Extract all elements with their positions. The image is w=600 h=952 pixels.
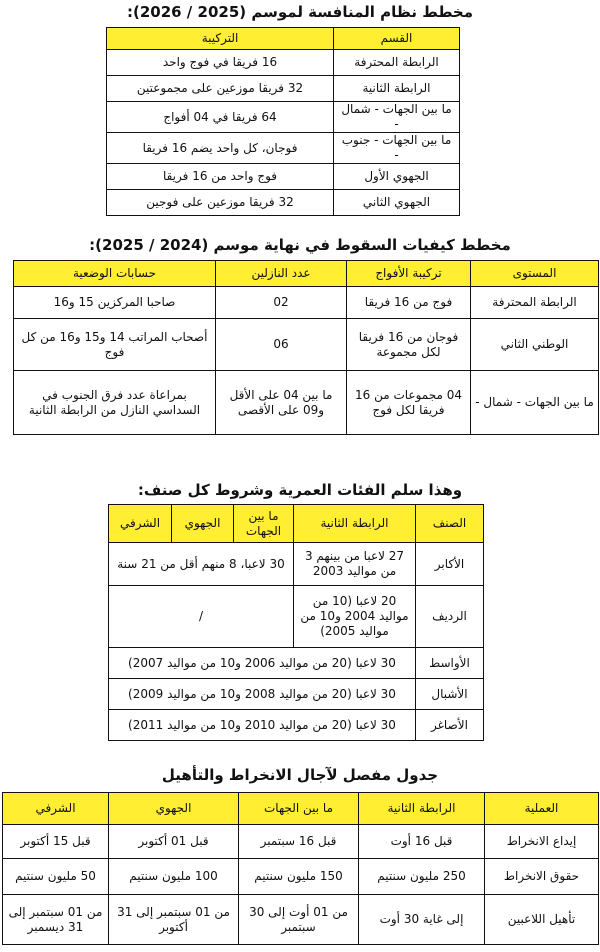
header-composition: التركيبة — [107, 28, 334, 50]
table-cell: تأهيل اللاعبين — [485, 895, 599, 945]
table-cell: صاحبا المركزين 15 و16 — [14, 287, 216, 319]
table-cell: الأشبال — [416, 679, 484, 710]
table-cell: 250 مليون سنتيم — [359, 859, 485, 895]
header-operation: العملية — [485, 793, 599, 825]
table-cell: أصحاب المراتب 14 و15 و16 من كل فوج — [14, 319, 216, 371]
table-cell: 04 مجموعات من 16 فريقا لكل فوج — [347, 371, 471, 435]
table-cell: قبل 16 سبتمبر — [239, 825, 359, 859]
header-level: المستوى — [471, 261, 599, 287]
table-cell: 06 — [216, 319, 347, 371]
table-cell: 16 فريقا في فوج واحد — [107, 50, 334, 76]
header-regional: الجهوي — [172, 505, 234, 543]
table-cell: 02 — [216, 287, 347, 319]
section4-title: جدول مفصل لآجال الانخراط والتأهيل — [161, 766, 439, 784]
header-groups: تركيبة الأفواج — [347, 261, 471, 287]
table-cell: قبل 15 أكتوبر — [3, 825, 109, 859]
table-cell: إيداع الانخراط — [485, 825, 599, 859]
table-cell: فوج من 16 فريقا — [347, 287, 471, 319]
header-honorary: الشرفي — [3, 793, 109, 825]
table-cell: الجهوي الثاني — [334, 190, 460, 216]
table-cell: من 01 أوت إلى 30 سبتمبر — [239, 895, 359, 945]
registration-deadlines-table — [2, 792, 599, 945]
header-inter-regions: ما بين الجهات — [234, 505, 294, 543]
header-category: الصنف — [416, 505, 484, 543]
table-cell: ما بين الجهات - شمال - — [471, 371, 599, 435]
table-cell: الرابطة الثانية — [334, 76, 460, 102]
table-cell: فوجان من 16 فريقا لكل مجموعة — [347, 319, 471, 371]
section2-title: مخطط كيفيات السقوط في نهاية موسم (2024 / 2025): — [89, 236, 511, 254]
table-cell: 32 فريقا موزعين على مجموعتين — [107, 76, 334, 102]
table-cell: 27 لاعبا من بينهم 3 من مواليد 2003 — [294, 543, 416, 586]
section1-title: مخطط نظام المنافسة لموسم (2025 / 2026): — [126, 3, 474, 21]
section3-title: وهذا سلم الفئات العمرية وشروط كل صنف: — [137, 481, 463, 499]
table-cell: قبل 16 أوت — [359, 825, 485, 859]
table-cell: بمراعاة عدد فرق الجنوب في السداسي النازل من الرابطة الثانية — [14, 371, 216, 435]
table-cell: 32 فريقا موزعين على فوجين — [107, 190, 334, 216]
table-cell: الوطني الثاني — [471, 319, 599, 371]
table-cell: 20 لاعبا (10 من مواليد 2004 و10 من مواليد 2005) — [294, 586, 416, 648]
table-cell: قبل 01 أكتوبر — [109, 825, 239, 859]
competition-system-table — [106, 27, 460, 216]
header-league2: الرابطة الثانية — [359, 793, 485, 825]
table-cell: ما بين الجهات - جنوب - — [334, 133, 460, 164]
header-division: القسم — [334, 28, 460, 50]
table-cell: من 01 سبتمبر إلى 31 أكتوبر — [109, 895, 239, 945]
table-cell: فوجان، كل واحد يضم 16 فريقا — [107, 133, 334, 164]
table-cell: الرديف — [416, 586, 484, 648]
table-cell: حقوق الانخراط — [485, 859, 599, 895]
table-cell: 30 لاعبا (20 من مواليد 2010 و10 من مواليد 2011) — [109, 710, 416, 741]
header-honorary: الشرفي — [109, 505, 172, 543]
header-regional: الجهوي — [109, 793, 239, 825]
table-cell: الأواسط — [416, 648, 484, 679]
table-cell: ما بين 04 على الأقل و09 على الأقصى — [216, 371, 347, 435]
table-cell: 30 لاعبا، 8 منهم أقل من 21 سنة — [109, 543, 294, 586]
header-league2: الرابطة الثانية — [294, 505, 416, 543]
table-cell: إلى غاية 30 أوت — [359, 895, 485, 945]
table-cell: 30 لاعبا (20 من مواليد 2008 و10 من مواليد 2009) — [109, 679, 416, 710]
relegation-table — [13, 260, 599, 435]
header-calculation: حسابات الوضعية — [14, 261, 216, 287]
table-cell: 64 فريقا في 04 أفواج — [107, 102, 334, 133]
table-cell: الجهوي الأول — [334, 164, 460, 190]
table-cell: 50 مليون سنتيم — [3, 859, 109, 895]
age-categories-table — [108, 504, 484, 741]
table-cell: الأكابر — [416, 543, 484, 586]
table-cell: الرابطة المحترفة — [334, 50, 460, 76]
table-cell: الأصاغر — [416, 710, 484, 741]
table-cell: 100 مليون سنتيم — [109, 859, 239, 895]
table-cell: فوج واحد من 16 فريقا — [107, 164, 334, 190]
table-cell: الرابطة المحترفة — [471, 287, 599, 319]
table-cell: / — [109, 586, 294, 648]
table-cell: ما بين الجهات - شمال - — [334, 102, 460, 133]
header-inter-regions: ما بين الجهات — [239, 793, 359, 825]
table-cell: 150 مليون سنتيم — [239, 859, 359, 895]
header-relegated-count: عدد النازلين — [216, 261, 347, 287]
table-cell: 30 لاعبا (20 من مواليد 2006 و10 من مواليد 2007) — [109, 648, 416, 679]
table-cell: من 01 سبتمبر إلى 31 ديسمبر — [3, 895, 109, 945]
